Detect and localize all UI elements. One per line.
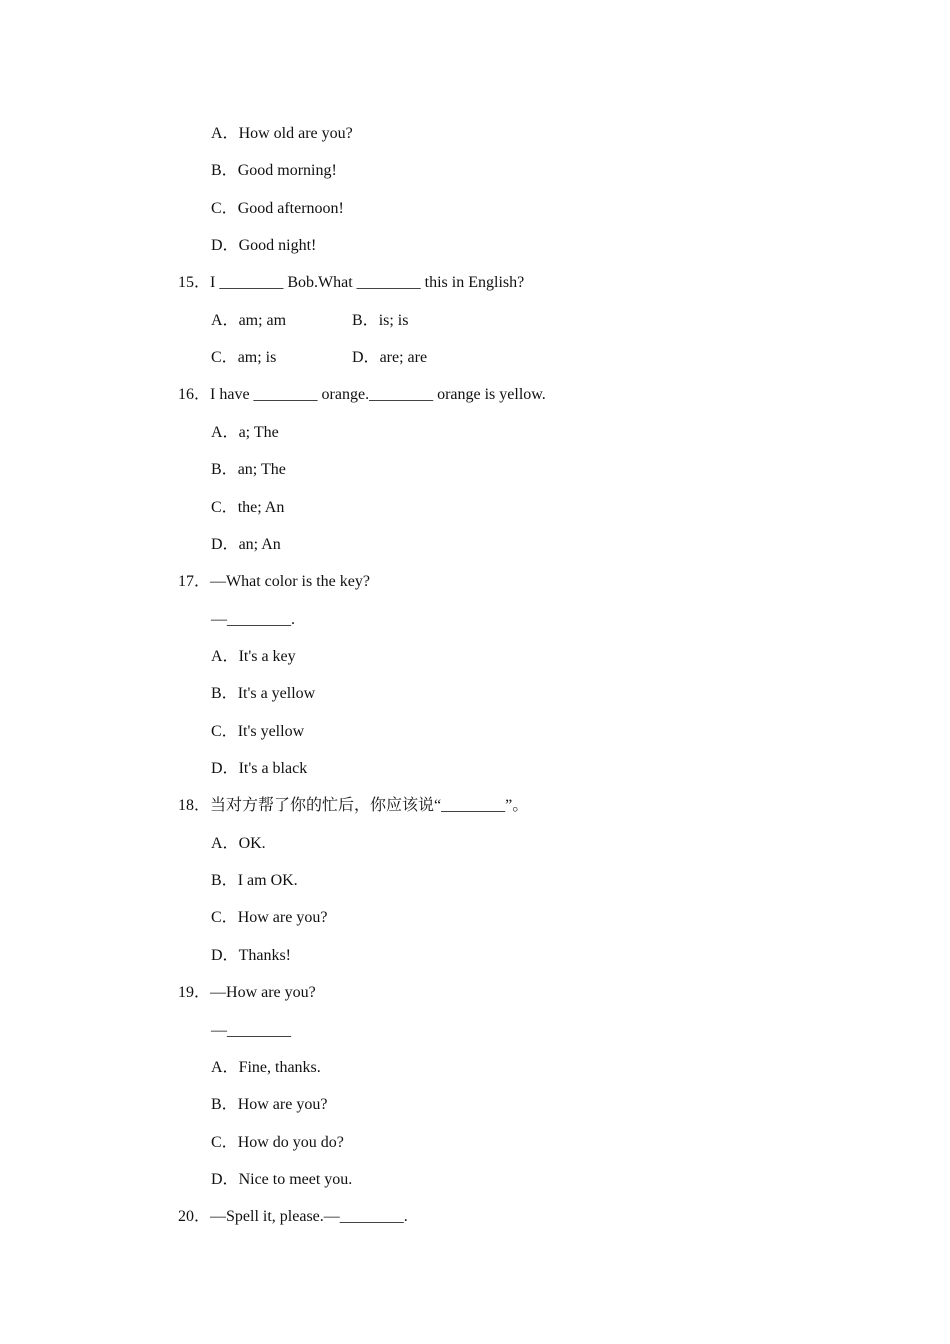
q17-option-a <box>211 647 296 667</box>
q19-option-d <box>211 1170 352 1190</box>
q19-answer-line: —________ <box>211 1022 291 1039</box>
option-text: the; An <box>237 499 285 516</box>
option-text: OK. <box>238 835 266 852</box>
option-letter: C． <box>211 1134 238 1151</box>
option-letter: A． <box>211 1059 239 1076</box>
question-17 <box>178 572 370 592</box>
question-stem: —What color is the key? <box>210 573 370 590</box>
q16-option-a <box>211 423 279 443</box>
option-text: Thanks! <box>238 947 291 964</box>
option-letter: B． <box>211 1096 238 1113</box>
option-text: an; An <box>238 536 281 553</box>
option-text: is; is <box>378 312 409 329</box>
question-number: 20． <box>178 1208 211 1225</box>
option-letter: C． <box>211 909 238 926</box>
q18-option-b <box>211 871 298 891</box>
option-text: a; The <box>238 424 279 441</box>
option-letter: A． <box>211 125 239 142</box>
question-stem: —Spell it, please.—________. <box>210 1208 408 1225</box>
option-text: an; The <box>237 461 286 478</box>
option-letter: D． <box>211 237 239 254</box>
question-19 <box>178 983 316 1003</box>
option-text: Good night! <box>238 237 317 254</box>
q17-answer-line: —________. <box>211 611 295 628</box>
option-text: It's a key <box>238 648 296 665</box>
question-number: 18． <box>178 797 211 814</box>
question-number: 17． <box>178 573 211 590</box>
option-letter: C． <box>211 349 238 366</box>
option-text: How are you? <box>237 1096 328 1113</box>
q14-option-d <box>211 236 316 256</box>
q18-option-d <box>211 946 291 966</box>
question-stem: —How are you? <box>210 984 316 1001</box>
option-letter: C． <box>211 499 238 516</box>
option-letter: C． <box>211 723 238 740</box>
q16-option-d <box>211 535 281 555</box>
option-letter: B． <box>352 312 379 329</box>
question-number: 16． <box>178 386 211 403</box>
q19-option-c <box>211 1133 344 1153</box>
option-letter: A． <box>211 835 239 852</box>
option-letter: D． <box>211 947 239 964</box>
q15-option-a <box>211 311 286 331</box>
question-stem: 当对方帮了你的忙后，你应该说“________”。 <box>210 797 529 814</box>
option-letter: A． <box>211 312 239 329</box>
option-text: Nice to meet you. <box>238 1171 353 1188</box>
option-text: How do you do? <box>237 1134 344 1151</box>
option-text: am; am <box>238 312 287 329</box>
question-18 <box>178 796 528 816</box>
q14-option-c <box>211 199 344 219</box>
option-letter: D． <box>211 1171 239 1188</box>
option-letter: B． <box>211 162 238 179</box>
option-letter: A． <box>211 648 239 665</box>
option-text: are; are <box>379 349 428 366</box>
q18-option-c <box>211 908 327 928</box>
option-letter: D． <box>352 349 380 366</box>
q15-option-c <box>211 348 276 368</box>
option-text: Fine, thanks. <box>238 1059 321 1076</box>
question-20 <box>178 1207 408 1227</box>
q14-option-b <box>211 161 337 181</box>
question-15 <box>178 273 524 293</box>
option-letter: C． <box>211 200 238 217</box>
q15-option-d <box>352 348 427 368</box>
option-text: It's a yellow <box>237 685 316 702</box>
option-letter: A． <box>211 424 239 441</box>
q17-option-d <box>211 759 307 779</box>
option-text: It's yellow <box>237 723 305 740</box>
q19-option-a <box>211 1058 321 1078</box>
option-letter: B． <box>211 461 238 478</box>
option-text: How are you? <box>237 909 328 926</box>
option-text: How old are you? <box>238 125 353 142</box>
question-stem: I have ________ orange.________ orange is yellow. <box>210 386 546 403</box>
question-stem: I ________ Bob.What ________ this in English? <box>210 274 525 291</box>
option-letter: B． <box>211 872 238 889</box>
q16-option-b <box>211 460 286 480</box>
q17-option-b <box>211 684 315 704</box>
option-letter: D． <box>211 536 239 553</box>
q15-option-b <box>352 311 408 331</box>
option-letter: B． <box>211 685 238 702</box>
option-text: Good afternoon! <box>237 200 344 217</box>
question-16 <box>178 385 546 405</box>
option-text: am; is <box>237 349 277 366</box>
q16-option-c <box>211 498 284 518</box>
q18-option-a <box>211 834 266 854</box>
q14-option-a <box>211 124 353 144</box>
q19-option-b <box>211 1095 327 1115</box>
option-text: I am OK. <box>237 872 298 889</box>
q17-option-c <box>211 722 304 742</box>
question-number: 19． <box>178 984 211 1001</box>
option-text: It's a black <box>238 760 308 777</box>
question-number: 15． <box>178 274 211 291</box>
option-text: Good morning! <box>237 162 337 179</box>
option-letter: D． <box>211 760 239 777</box>
